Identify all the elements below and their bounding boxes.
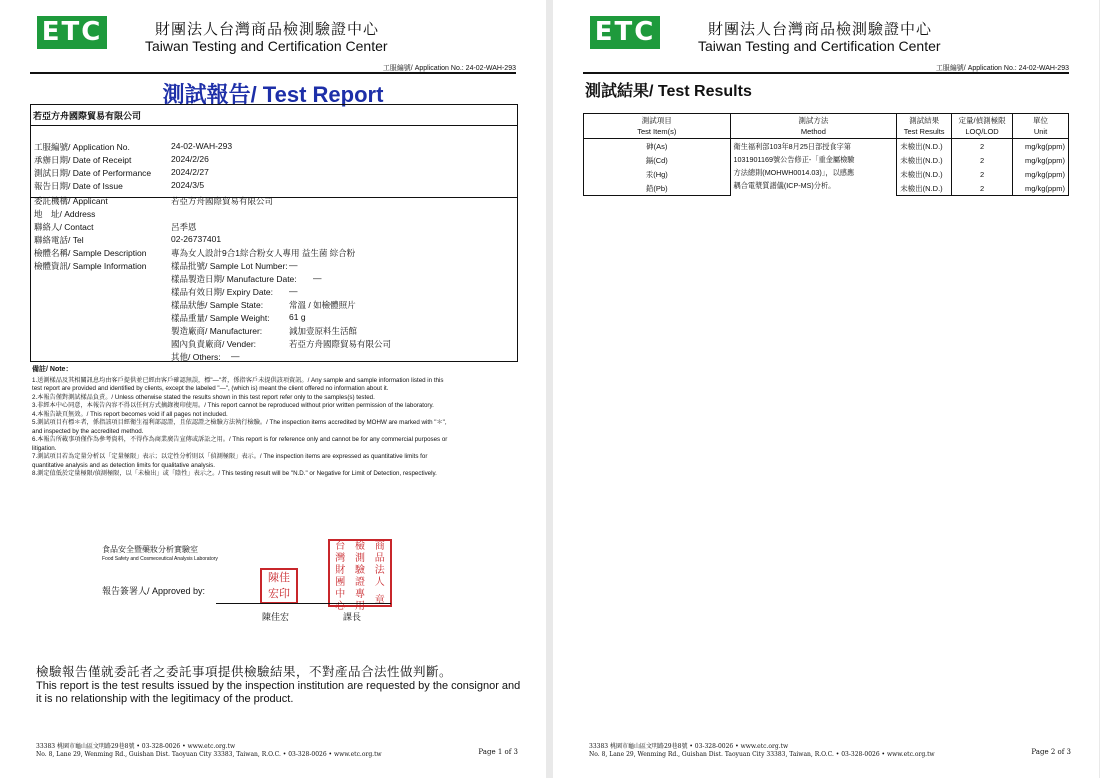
sample-description-value: 專為女人設計9合1綜合粉女人專用 益生菌 綜合粉 (171, 248, 356, 258)
lab-name-en: Food Safety and Cosmeceutical Analysis Laboratory (102, 556, 218, 562)
notes-section (32, 366, 518, 479)
footer-address-en: No. 8, Lane 29, Wenming Rd., Guishan Dist. Taoyuan City 33383, Taiwan, R.O.C. • 03-328-0026 • www.etc.org.tw (36, 751, 382, 758)
sample-description-label: 檢體名稱/ Sample Description (34, 248, 147, 258)
sample-info-value: 常溫 / 如檢體照片 (289, 300, 356, 310)
column-header: 測試方法 Method (730, 114, 897, 139)
sample-info-label: 樣品批號/ Sample Lot Number: (171, 261, 288, 271)
header-rule (30, 72, 516, 74)
test-item: 汞(Hg) (584, 167, 731, 181)
sample-info-label: 製造廠商/ Manufacturer: (171, 326, 263, 336)
unit: mg/kg(ppm) (1013, 139, 1069, 154)
notes-title: 備註/ Note： (32, 366, 73, 373)
page-number: Page 2 of 3 (1031, 748, 1071, 756)
address-label: 地 址/ Address (34, 209, 96, 219)
table-header-row (584, 114, 1069, 139)
test-result: 未檢出(N.D.) (897, 139, 952, 154)
note-line: quantitative analysis and as detection limits for qualitative analysis. (32, 461, 215, 469)
sample-info-label: 國內負責廠商/ Vender: (171, 339, 257, 349)
table-row (584, 139, 1069, 154)
note-line: 7.測試項目若為定量分析以「定量極限」表示；以定性分析則以「偵測極限」表示。/ The inspection items are expressed as quantitative limits for (32, 453, 428, 460)
column-header: 單位 Unit (1013, 114, 1069, 139)
note-line: and inspected by the accredited method. (32, 427, 144, 435)
test-result: 未檢出(N.D.) (897, 167, 952, 181)
header-rule (583, 72, 1069, 74)
test-item: 砷(As) (584, 139, 731, 154)
disclaimer-zh: 檢驗報告僅就委託者之委託事項提供檢驗結果，不對產品合法性做判斷。 (36, 665, 453, 679)
field-label: 報告日期/ Date of Issue (34, 181, 123, 191)
field-label: 測試日期/ Date of Performance (34, 168, 152, 178)
footer-address-zh: 33383 桃園市龜山區文明路29巷8號 • 03-328-0026 • www.etc.org.tw (36, 743, 236, 750)
note-line: 5.測試項目有標＊者，係指該項目經衛生福利部認證，且依認證之檢驗方法執行檢驗。/ The inspection items accredited by MOHW are marked with "＊", (32, 419, 447, 426)
note-line: litigation. (32, 444, 57, 452)
unit: mg/kg(ppm) (1013, 167, 1069, 181)
signature-line (216, 603, 391, 604)
note-line: 1.送測樣品及其相關訊息均由客戶提供並已經由客戶確認無誤，標"—"者，係指客戶未提供該項資訊。/ Any sample and sample information listed in this (32, 376, 444, 384)
footer-address-zh: 33383 桃園市龜山區文明路29巷8號 • 03-328-0026 • www.etc.org.tw (589, 743, 789, 750)
disclaimer-en: This report is the test results issued by the inspection institution are requested by the consignor and it is no relationship with the legitimacy of the product. (36, 680, 521, 705)
field-value: 2024/3/5 (171, 180, 205, 190)
results-table (583, 113, 1069, 196)
loq-value: 2 (952, 153, 1013, 167)
divider (31, 125, 517, 126)
applicant-value: 若亞方舟國際貿易有限公司 (171, 196, 274, 206)
sample-info-label: 樣品狀態/ Sample State: (171, 300, 264, 310)
test-item: 鉛(Pb) (584, 181, 731, 196)
sample-info-label: 樣品製造日期/ Manufacture Date: (171, 274, 297, 284)
note-line: 8.測定值低於定量極限/偵測極限，以「未檢出」或「陰性」表示之。/ This testing result will be "N.D." or Negative for Limit of Detection, respectively. (32, 470, 437, 477)
tel-label: 聯絡電話/ Tel (34, 235, 84, 245)
etc-logo: ETC (590, 16, 660, 49)
test-result: 未檢出(N.D.) (897, 153, 952, 167)
sample-info-value: — (231, 351, 240, 361)
contact-label: 聯絡人/ Contact (34, 222, 94, 232)
column-header: 測試結果 Test Results (897, 114, 952, 139)
unit: mg/kg(ppm) (1013, 181, 1069, 196)
note-line: 3.非經本中心同意，本報告內容不得以任何方式摘錄複印使用。/ This report cannot be reproduced without prior written permission of the laboratory. (32, 402, 434, 409)
sample-info-value: — (289, 260, 298, 270)
approved-by-label: 報告簽署人/ Approved by: (102, 586, 206, 596)
sample-info-label: 樣品有效日期/ Expiry Date: (171, 287, 274, 297)
test-result: 未檢出(N.D.) (897, 181, 952, 196)
field-label: 承辦日期/ Date of Receipt (34, 155, 132, 165)
field-value: 2024/2/27 (171, 167, 209, 177)
method-cell: 衛生福利部103年8月25日部授食字第 1031901169號公告修正-「重金屬檢驗 方法總則(MOHWH0014.03)」，以感應 耦合電漿質譜儀(ICP-MS)分析。 (730, 139, 897, 196)
unit: mg/kg(ppm) (1013, 153, 1069, 167)
sample-info-value: 若亞方舟國際貿易有限公司 (289, 339, 392, 349)
applicant-label: 委託機構/ Applicant (34, 196, 108, 206)
page-number: Page 1 of 3 (478, 748, 518, 756)
signer-title: 課長 (343, 612, 362, 622)
footer-address-en: No. 8, Lane 29, Wenming Rd., Guishan Dist. Taoyuan City 33383, Taiwan, R.O.C. • 03-328-0026 • www.etc.org.tw (589, 751, 935, 758)
lab-name-zh: 食品安全暨藥妝分析實驗室 (102, 545, 198, 554)
organization-seal: 台灣 檢測 商品 財團 驗證 法人 中心 專用 章 (328, 539, 392, 607)
loq-value: 2 (952, 167, 1013, 181)
loq-value: 2 (952, 181, 1013, 196)
org-name-zh: 財團法人台灣商品檢測驗證中心 (155, 20, 380, 38)
column-header: 測試項目 Test Item(s) (584, 114, 731, 139)
note-line: test report are provided and identified by clients, except the labeled "—", (which is) meant the client offered no information about it. (32, 385, 389, 392)
sample-info-value: 減加壹原料生活館 (289, 326, 358, 336)
column-header: 定量/偵測極限 LOQ/LOD (952, 114, 1013, 139)
report-title: 測試報告/ Test Report (162, 82, 384, 107)
etc-logo: ETC (37, 16, 107, 49)
note-line: 2.本報告僅對測試樣品負責。/ Unless otherwise stated the results shown in this test report refer only to the samples(s) tested. (32, 393, 375, 401)
org-name-en: Taiwan Testing and Certification Center (145, 38, 388, 54)
tel-value: 02-26737401 (171, 234, 222, 244)
field-value: 2024/2/26 (171, 154, 209, 164)
test-item: 鎘(Cd) (584, 153, 731, 167)
company-header: 若亞方舟國際貿易有限公司 (33, 111, 142, 121)
sample-info-value: — (289, 286, 298, 296)
signer-seal: 陳佳 宏印 (260, 568, 298, 604)
report-info-box (30, 104, 518, 362)
field-label: 工服編號/ Application No. (34, 142, 130, 152)
application-number: 工服編號/ Application No.: 24-02-WAH-293 (382, 65, 516, 72)
report-page-1 (0, 0, 546, 778)
loq-value: 2 (952, 139, 1013, 154)
note-line: 6.本報告所載事項僅作為參考資料，不得作為商業廣告宣傳或訴訟之用。/ This report is for reference only and cannot be for any commercial purposes or (32, 436, 448, 443)
contact-value: 呂季恩 (171, 222, 197, 232)
sample-info-label: 其他/ Others: (171, 352, 221, 362)
results-title: 測試結果/ Test Results (585, 83, 752, 100)
report-page-2 (553, 0, 1099, 778)
sample-info-value: 61 g (289, 312, 306, 322)
application-number: 工服編號/ Application No.: 24-02-WAH-293 (935, 65, 1069, 72)
signer-name: 陳佳宏 (262, 612, 290, 622)
org-name-zh: 財團法人台灣商品檢測驗證中心 (708, 20, 933, 38)
field-value: 24-02-WAH-293 (171, 141, 233, 151)
sample-info-value: — (313, 273, 322, 283)
org-name-en: Taiwan Testing and Certification Center (698, 38, 941, 54)
sample-info-label: 樣品重量/ Sample Weight: (171, 313, 270, 323)
sample-information-label: 檢體資訊/ Sample Information (34, 261, 147, 271)
note-line: 4.本報告缺頁無效。/ This report becomes void if all pages not included. (32, 410, 228, 418)
